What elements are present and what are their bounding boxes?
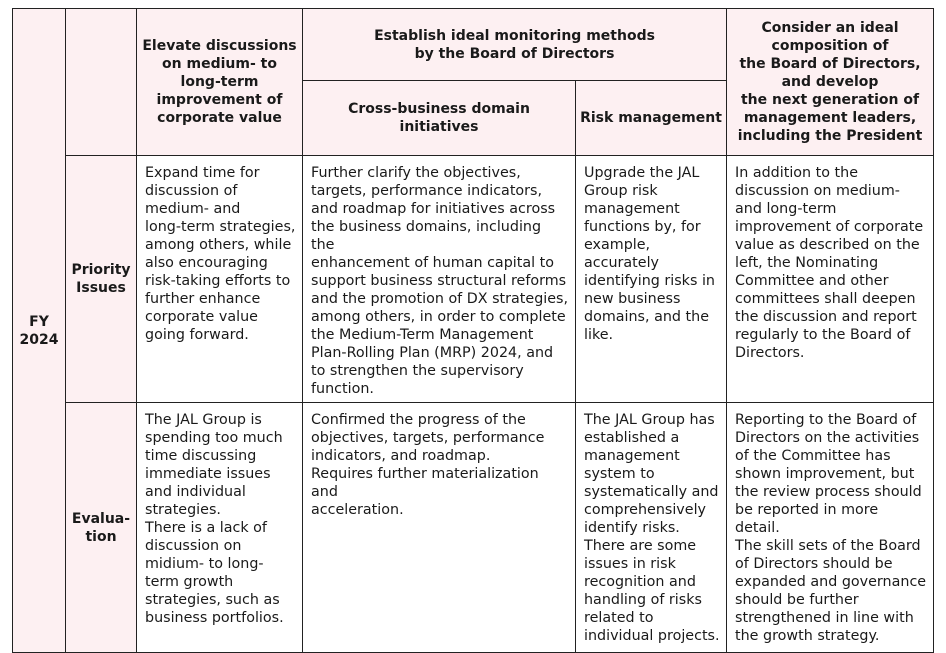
header-board-composition: Consider an ideal composition of the Board of Directors, and develop the next generation of management leaders, including the President xyxy=(727,9,934,156)
priority-cross-business: Further clarify the objectives, targets, performance indicators, and roadmap for initiatives across the business domains, including the enhancement of human capital to support business structural reforms and the promotion of DX strategies, among others, in order to complete the Medium-Term Management Plan-Rolling Plan (MRP) 2024, and to strengthen the supervisory function. xyxy=(303,156,576,403)
header-blank-cell xyxy=(66,9,137,156)
row-label-priority-issues: Priority Issues xyxy=(66,156,137,403)
evaluation-board-composition: Reporting to the Board of Directors on the activities of the Committee has shown improvement, but the review process should be reported in more detail. The skill sets of the Board of Directors should be expanded and governance should be further strengthened in line with the growth strategy. xyxy=(727,403,934,653)
governance-evaluation-table xyxy=(12,8,934,653)
row-label-evaluation: Evalua- tion xyxy=(66,403,137,653)
evaluation-cross-business: Confirmed the progress of the objectives, targets, performance indicators, and roadmap. Requires further materialization and acceleration. xyxy=(303,403,576,653)
priority-risk-management: Upgrade the JAL Group risk management functions by, for example, accurately identifying risks in new business domains, and the like. xyxy=(576,156,727,403)
header-risk-management: Risk management xyxy=(576,81,727,156)
evaluation-risk-management: The JAL Group has established a management system to systematically and comprehensively identify risks. There are some issues in risk recognition and handling of risks related to individual projects. xyxy=(576,403,727,653)
header-monitoring-methods: Establish ideal monitoring methods by the Board of Directors xyxy=(303,9,727,81)
header-corporate-value: Elevate discussions on medium- to long-term improvement of corporate value xyxy=(137,9,303,156)
priority-board-composition: In addition to the discussion on medium- and long-term improvement of corporate value as described on the left, the Nominating Committee and other committees shall deepen the discussion and report regularly to the Board of Directors. xyxy=(727,156,934,403)
priority-corporate-value: Expand time for discussion of medium- and long-term strategies, among others, while also encouraging risk-taking efforts to further enhance corporate value going forward. xyxy=(137,156,303,403)
evaluation-corporate-value: The JAL Group is spending too much time discussing immediate issues and individual strategies. There is a lack of discussion on midium- to long- term growth strategies, such as business portfolios. xyxy=(137,403,303,653)
header-cross-business: Cross-business domain initiatives xyxy=(303,81,576,156)
fiscal-year-cell: FY 2024 xyxy=(13,9,66,653)
